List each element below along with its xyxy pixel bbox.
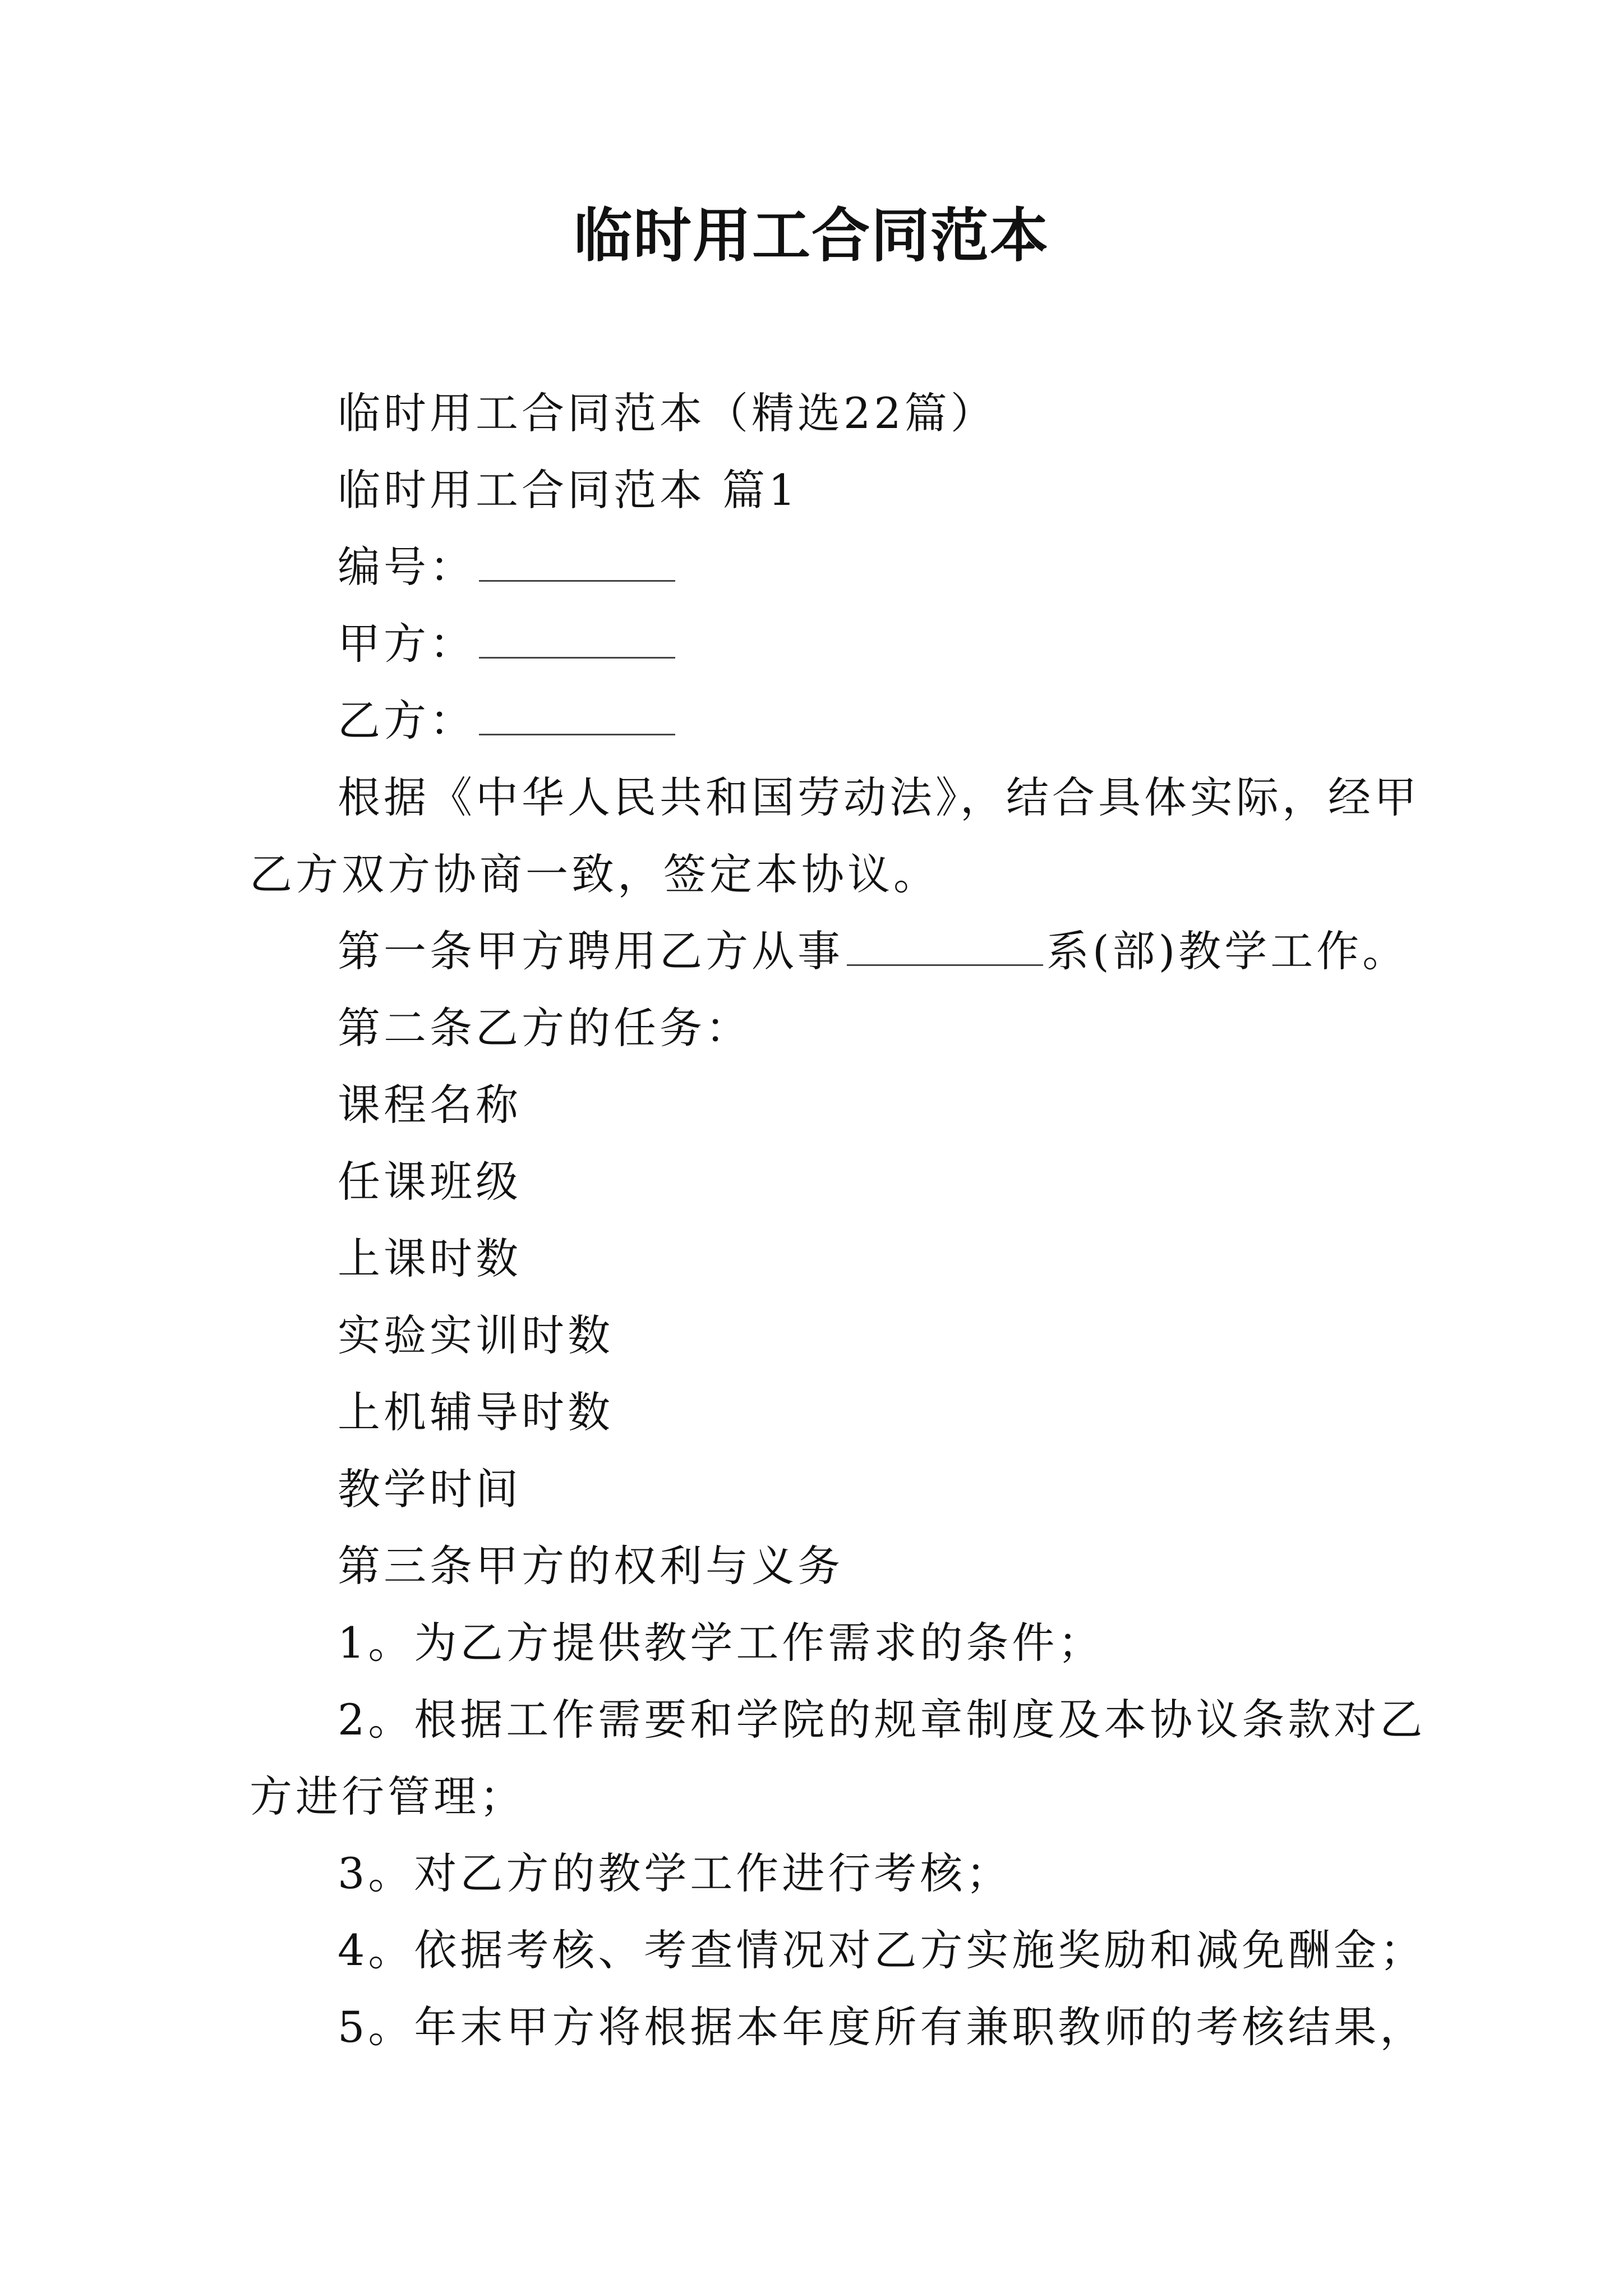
field-number: [250, 528, 1377, 605]
field-party-a-label: 甲方：: [338, 619, 476, 669]
task-item: 课程名称: [338, 1080, 522, 1130]
article-1-blank: [847, 930, 1043, 966]
field-number-blank: [479, 545, 675, 582]
list-item-5: 5。年末甲方将根据本年度所有兼职教师的考核结果，: [338, 2002, 1426, 2052]
list-item-3: 3。对乙方的教学工作进行考核；: [338, 1848, 1012, 1898]
document-subtitle: 临时用工合同范本（精选22篇）: [338, 388, 997, 438]
field-party-b-blank: [479, 699, 675, 735]
field-party-a-blank: [479, 622, 675, 659]
section-heading: 临时用工合同范本 篇1: [338, 465, 799, 515]
article-2: 第二条乙方的任务：: [338, 1003, 751, 1053]
field-number-label: 编号：: [338, 542, 476, 592]
list-item-2-line2: 方进行管理；: [250, 1772, 525, 1821]
intro-paragraph-line1: 根据《中华人民共和国劳动法》，结合具体实际，经甲: [338, 772, 1420, 822]
list-item-1: 1。为乙方提供教学工作需求的条件；: [338, 1618, 1104, 1668]
field-party-a: [250, 605, 1377, 682]
article-1-suffix: 系(部)教学工作。: [1046, 926, 1409, 976]
task-item: 上机辅导时数: [338, 1387, 614, 1437]
task-item: 上课时数: [338, 1234, 522, 1283]
article-1-prefix: 第一条甲方聘用乙方从事: [338, 926, 843, 976]
list-item-4: 4。依据考核、考查情况对乙方实施奖励和减免酬金；: [338, 1925, 1426, 1975]
field-party-b-label: 乙方：: [338, 696, 476, 746]
article-1: [250, 913, 1409, 990]
task-item: 教学时间: [338, 1464, 522, 1514]
list-item-2-line1: 2。根据工作需要和学院的规章制度及本协议条款对乙: [338, 1695, 1426, 1745]
task-item: 实验实训时数: [338, 1310, 614, 1360]
document-title: 临时用工合同范本: [573, 201, 1049, 270]
intro-paragraph-line2: 乙方双方协商一致，签定本协议。: [250, 849, 939, 899]
article-3: 第三条甲方的权利与义务: [338, 1541, 843, 1591]
task-item: 任课班级: [338, 1157, 522, 1207]
field-party-b: [250, 682, 1377, 759]
document-body: [250, 375, 1426, 2065]
